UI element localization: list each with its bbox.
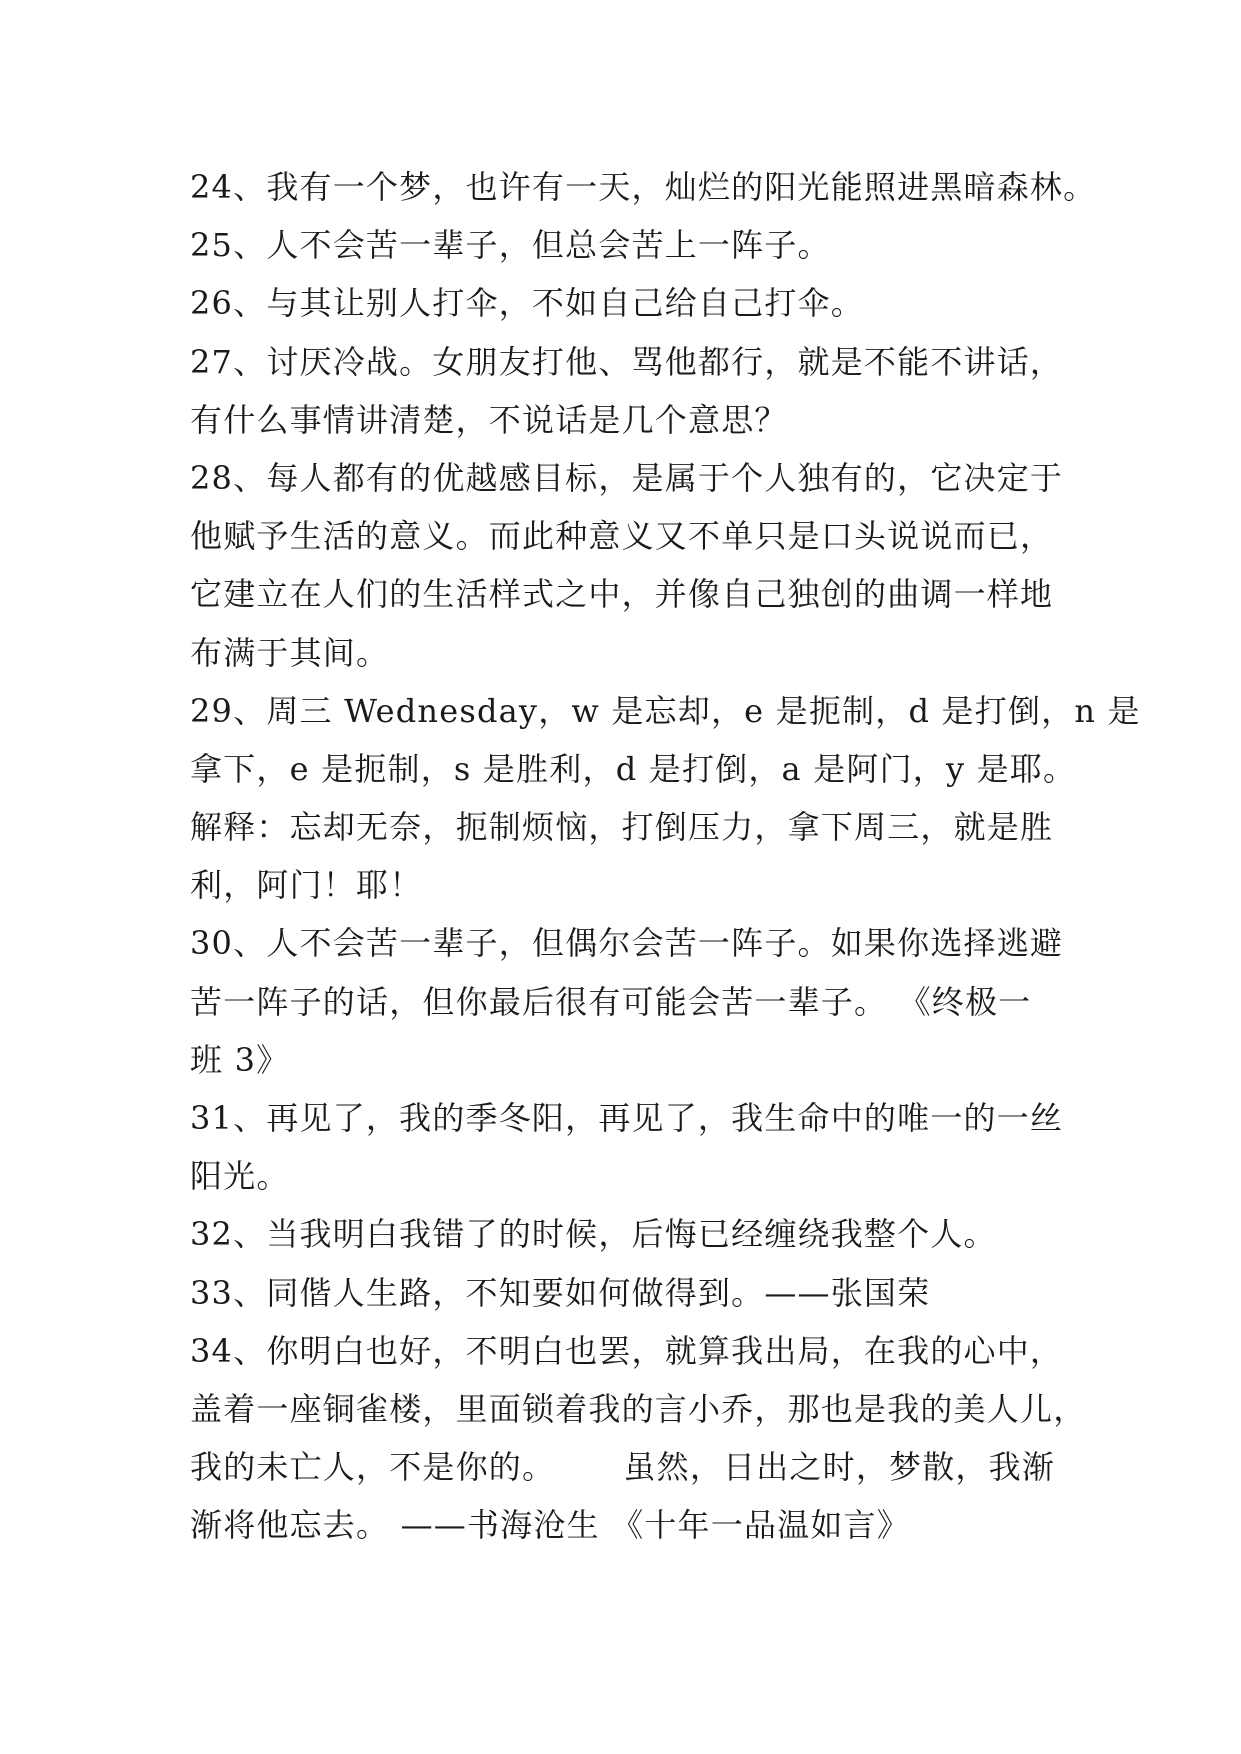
text-line: 渐将他忘去。 ——书海沧生 《十年一品温如言》 bbox=[190, 1506, 910, 1545]
text-line: 它建立在人们的生活样式之中，并像自己独创的曲调一样地 bbox=[190, 575, 1054, 614]
document-body bbox=[190, 158, 1141, 1555]
text-line: 26、与其让别人打伞，不如自己给自己打伞。 bbox=[190, 284, 864, 323]
text-line: 31、再见了，我的季冬阳，再见了，我生命中的唯一的一丝 bbox=[190, 1099, 1064, 1137]
text-line: 解释：忘却无奈，扼制烦恼，打倒压力，拿下周三，就是胜 bbox=[190, 808, 1054, 847]
text-line: 利，阿门！耶！ bbox=[190, 866, 423, 905]
text-line: 25、人不会苦一辈子，但总会苦上一阵子。 bbox=[190, 226, 831, 265]
text-line: 30、人不会苦一辈子，但偶尔会苦一阵子。如果你选择逃避 bbox=[190, 924, 1064, 963]
text-line: 班 3》 bbox=[190, 1040, 290, 1079]
text-line: 我的未亡人，不是你的。 虽然，日出之时，梦散，我渐 bbox=[190, 1448, 1056, 1487]
text-line: 34、你明白也好，不明白也罢，就算我出局，在我的心中， bbox=[190, 1331, 1064, 1370]
text-line: 29、周三 Wednesday，w 是忘却，e 是扼制，d 是打倒，n 是 bbox=[190, 691, 1141, 730]
text-line: 32、当我明白我错了的时候，后悔已经缠绕我整个人。 bbox=[190, 1215, 997, 1254]
text-line: 盖着一座铜雀楼，里面锁着我的言小乔，那也是我的美人儿， bbox=[190, 1389, 1087, 1428]
text-line: 布满于其间。 bbox=[190, 633, 390, 672]
text-line: 苦一阵子的话，但你最后很有可能会苦一辈子。 《终极一 bbox=[190, 982, 1032, 1021]
text-line: 他赋予生活的意义。而此种意义又不单只是口头说说而已， bbox=[190, 517, 1054, 556]
text-line: 33、同偕人生路，不知要如何做得到。——张国荣 bbox=[190, 1273, 931, 1312]
text-line: 阳光。 bbox=[190, 1157, 290, 1196]
text-line: 27、讨厌冷战。女朋友打他、骂他都行，就是不能不讲话， bbox=[190, 342, 1064, 381]
text-line: 有什么事情讲清楚，不说话是几个意思？ bbox=[190, 400, 788, 439]
text-line: 28、每人都有的优越感目标，是属于个人独有的，它决定于 bbox=[190, 458, 1064, 497]
text-line: 24、我有一个梦，也许有一天，灿烂的阳光能照进黑暗森林。 bbox=[190, 168, 1097, 206]
text-line: 拿下，e 是扼制，s 是胜利，d 是打倒，a 是阿门，y 是耶。 bbox=[190, 749, 1077, 788]
